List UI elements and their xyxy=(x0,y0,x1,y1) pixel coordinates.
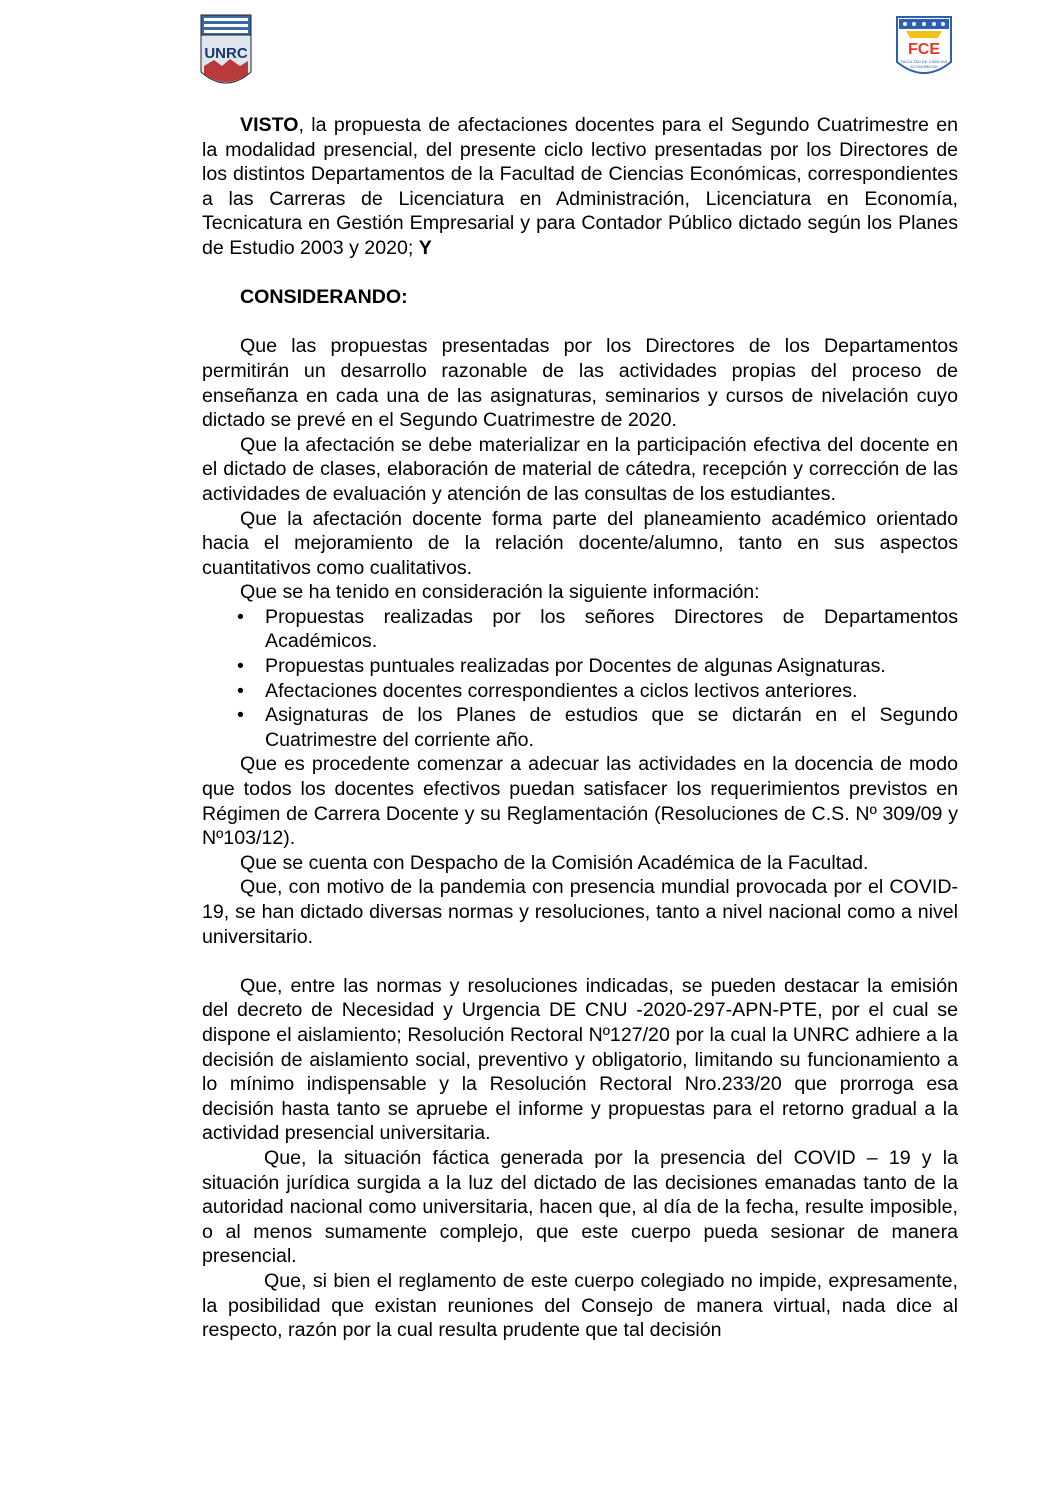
considerando-paragraph-8: Que, entre las normas y resoluciones indicadas, se pueden destacar la emisión del decreto de Necesidad y Urgencia DE CNU -2020-297-APN-PTE, por el cual se dispone el aislamiento; Resolución Rectoral Nº127/20 por la cual la UNRC adhiere a la decisión de aislamiento social, preventivo y obligatorio, limitando su funcionamiento a lo mínimo indispensable y la Resolución Rectoral Nro.233/20 que prorroga esa decisión hasta tanto se apruebe el informe y propuestas para el retorno gradual a la actividad presencial universitaria. xyxy=(202,974,958,1145)
considerando-paragraph-10: Que, si bien el reglamento de este cuerpo colegiado no impide, expresamente, la posibilidad que existan reuniones del Consejo de manera virtual, nada dice al respecto, razón por la cual resulta prudente que tal decisión xyxy=(202,1269,958,1342)
fce-logo-icon xyxy=(896,16,952,82)
svg-text:FACULTAD DE CIENCIAS: FACULTAD DE CIENCIAS xyxy=(900,59,948,64)
considerando-paragraph-5: Que es procedente comenzar a adecuar las actividades en la docencia de modo que todos los docentes efectivos puedan satisfacer los requerimientos previstos en Régimen de Carrera Docente y su Reglamentación (Resoluciones de C.S. Nº 309/09 y Nº103/12). xyxy=(202,753,958,850)
information-list xyxy=(202,605,958,753)
document-body xyxy=(202,113,958,1343)
visto-tail: Y xyxy=(418,236,432,259)
visto-lead: VISTO xyxy=(240,114,299,136)
list-item: • Afectaciones docentes correspondientes a ciclos lectivos anteriores. xyxy=(237,679,858,702)
considerando-heading: CONSIDERANDO: xyxy=(240,286,408,309)
considerando-paragraph-2: Que la afectación se debe materializar en la participación efectiva del docente en el dictado de clases, elaboración de material de cátedra, recepción y corrección de las actividades de evaluación y atención de las consultas de los estudiantes. xyxy=(202,433,958,505)
svg-text:FCE: FCE xyxy=(908,41,940,58)
considerando-paragraph-6: Que se cuenta con Despacho de la Comisión Académica de la Facultad. xyxy=(240,851,869,874)
visto-text: , la propuesta de afectaciones docentes para el Segundo Cuatrimestre en la modalidad presencial, del presente ciclo lectivo presentadas por los Directores de los distintos Departamentos de la Facultad de Ciencias Económicas, correspondientes a las Carreras de Licenciatura en Administración, Licenciatura en Economía, Tecnicatura en Gestión Empresarial y para Contador Público dictado según los Planes de Estudio 2003 y 2020; xyxy=(202,114,958,259)
considerando-paragraph-4: Que se ha tenido en consideración la siguiente información: xyxy=(240,581,760,604)
bullet-icon: • xyxy=(237,704,244,727)
svg-text:ECONOMICAS: ECONOMICAS xyxy=(910,64,938,69)
unrc-logo-icon xyxy=(200,14,252,92)
list-item: • Propuestas puntuales realizadas por Docentes de algunas Asignaturas. xyxy=(237,655,886,678)
bullet-icon: • xyxy=(237,679,244,702)
considerando-paragraph-3: Que la afectación docente forma parte del planeamiento académico orientado hacia el mejoramiento de la relación docente/alumno, tanto en sus aspectos cuantitativos como cualitativos. xyxy=(202,507,958,579)
visto-paragraph xyxy=(202,113,958,261)
considerando-paragraph-1: Que las propuestas presentadas por los Directores de los Departamentos permitirán un desarrollo razonable de las actividades propias del proceso de enseñanza en cada una de las asignaturas, seminarios y cursos de nivelación cuyo dictado se prevé en el Segundo Cuatrimestre de 2020. xyxy=(202,335,958,432)
bullet-icon: • xyxy=(237,655,244,678)
bullet-icon: • xyxy=(237,605,244,628)
svg-text:UNRC: UNRC xyxy=(204,45,248,62)
list-item: • Asignaturas de los Planes de estudios que se dictarán en el Segundo Cuatrimestre del corriente año. xyxy=(237,704,958,751)
considerando-paragraph-9: Que, la situación fáctica generada por la presencia del COVID – 19 y la situación jurídica surgida a la luz del dictado de las decisiones emanadas tanto de la autoridad nacional como universitaria, hacen que, al día de la fecha, resulte imposible, o al menos sumamente complejo, que este cuerpo pueda sesionar de manera presencial. xyxy=(202,1146,958,1268)
list-item: • Propuestas realizadas por los señores Directores de Departamentos Académicos. xyxy=(237,605,958,653)
considerando-paragraph-7: Que, con motivo de la pandemia con presencia mundial provocada por el COVID-19, se han dictado diversas normas y resoluciones, tanto a nivel nacional como a nivel universitario. xyxy=(202,876,958,948)
